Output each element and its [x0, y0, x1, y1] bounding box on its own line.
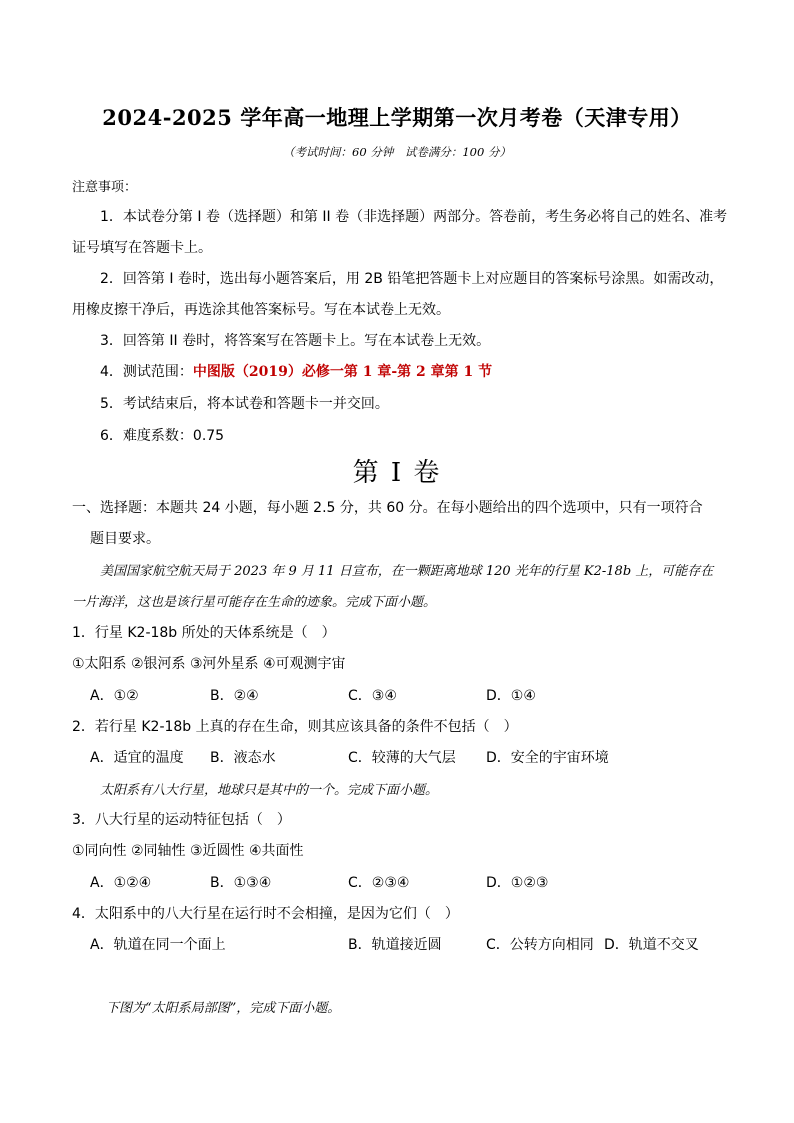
question-3-items: ①同向性 ②同轴性 ③近圆性 ④共面性	[72, 843, 304, 859]
notice-heading: 注意事项：	[72, 180, 138, 195]
section-instruction-line-2: 题目要求。	[90, 531, 160, 547]
question-2-option-c: C．较薄的大气层	[348, 750, 456, 766]
question-1-option-d: D．①④	[486, 688, 536, 704]
section-title: 第 I 卷	[352, 458, 442, 488]
notice-item-4	[100, 361, 492, 381]
question-4-stem: 4．太阳系中的八大行星在运行时不会相撞，是因为它们（ ）	[72, 906, 459, 922]
question-3-option-b: B．①③④	[210, 875, 272, 891]
question-4-option-b: B．轨道接近圆	[348, 937, 442, 953]
question-1-option-b: B．②④	[210, 688, 259, 704]
question-1-items: ①太阳系 ②银河系 ③河外星系 ④可观测宇宙	[72, 656, 346, 672]
question-2-stem: 2．若行星 K2-18b 上真的存在生命，则其应该具备的条件不包括（ ）	[72, 719, 518, 735]
notice-item-4-prefix: 4．测试范围：	[100, 364, 193, 380]
test-range: 中图版（2019）必修一第 1 章-第 2 章第 1 节	[192, 364, 493, 380]
question-3-option-a: A．①②④	[90, 875, 152, 891]
question-4-option-d: D．轨道不交叉	[604, 937, 699, 953]
passage-3-line-1: 下图为“太阳系局部图”，完成下面小题。	[106, 1001, 341, 1016]
passage-1-line-1: 美国国家航空航天局于 2023 年 9 月 11 日宣布，在一颗距离地球 120 光年的行星 K2-18b 上，可能存在	[100, 564, 714, 579]
question-4-option-c: C．公转方向相同	[486, 937, 594, 953]
notice-item-6: 6．难度系数：0.75	[100, 428, 225, 444]
notice-item-3: 3．回答第 II 卷时，将答案写在答题卡上。写在本试卷上无效。	[100, 333, 491, 349]
notice-item-1-line-1: 1．本试卷分第 I 卷（选择题）和第 II 卷（非选择题）两部分。答卷前，考生务必将自己的姓名、准考	[100, 209, 728, 225]
question-3-option-d: D．①②③	[486, 875, 549, 891]
question-1-option-a: A．①②	[90, 688, 139, 704]
question-2-option-a: A．适宜的温度	[90, 750, 184, 766]
exam-subtitle: （考试时间：60 分钟 试卷满分：100 分）	[283, 145, 511, 159]
notice-item-2-line-2: 用橡皮擦干净后，再选涂其他答案标号。写在本试卷上无效。	[72, 302, 450, 318]
question-3-option-c: C．②③④	[348, 875, 410, 891]
question-2-option-b: B．液态水	[210, 750, 276, 766]
exam-title: 2024-2025 学年高一地理上学期第一次月考卷（天津专用）	[102, 105, 692, 130]
notice-item-5: 5．考试结束后，将本试卷和答题卡一并交回。	[100, 396, 389, 412]
question-4-option-a: A．轨道在同一个面上	[90, 937, 226, 953]
notice-item-2-line-1: 2．回答第 I 卷时，选出每小题答案后，用 2B 铅笔把答题卡上对应题目的答案标号涂黑。如需改动，	[100, 271, 724, 287]
question-1-option-c: C．③④	[348, 688, 397, 704]
passage-1-line-2: 一片海洋，这也是该行星可能存在生命的迹象。完成下面小题。	[72, 595, 437, 610]
question-3-stem: 3．八大行星的运动特征包括（ ）	[72, 812, 291, 828]
passage-2-line-1: 太阳系有八大行星，地球只是其中的一个。完成下面小题。	[100, 783, 439, 798]
section-instruction-line-1: 一、选择题：本题共 24 小题，每小题 2.5 分，共 60 分。在每小题给出的四个选项中，只有一项符合	[72, 500, 703, 516]
notice-item-1-line-2: 证号填写在答题卡上。	[72, 240, 212, 256]
question-2-option-d: D．安全的宇宙环境	[486, 750, 609, 766]
question-1-stem: 1．行星 K2-18b 所处的天体系统是（ ）	[72, 625, 336, 641]
